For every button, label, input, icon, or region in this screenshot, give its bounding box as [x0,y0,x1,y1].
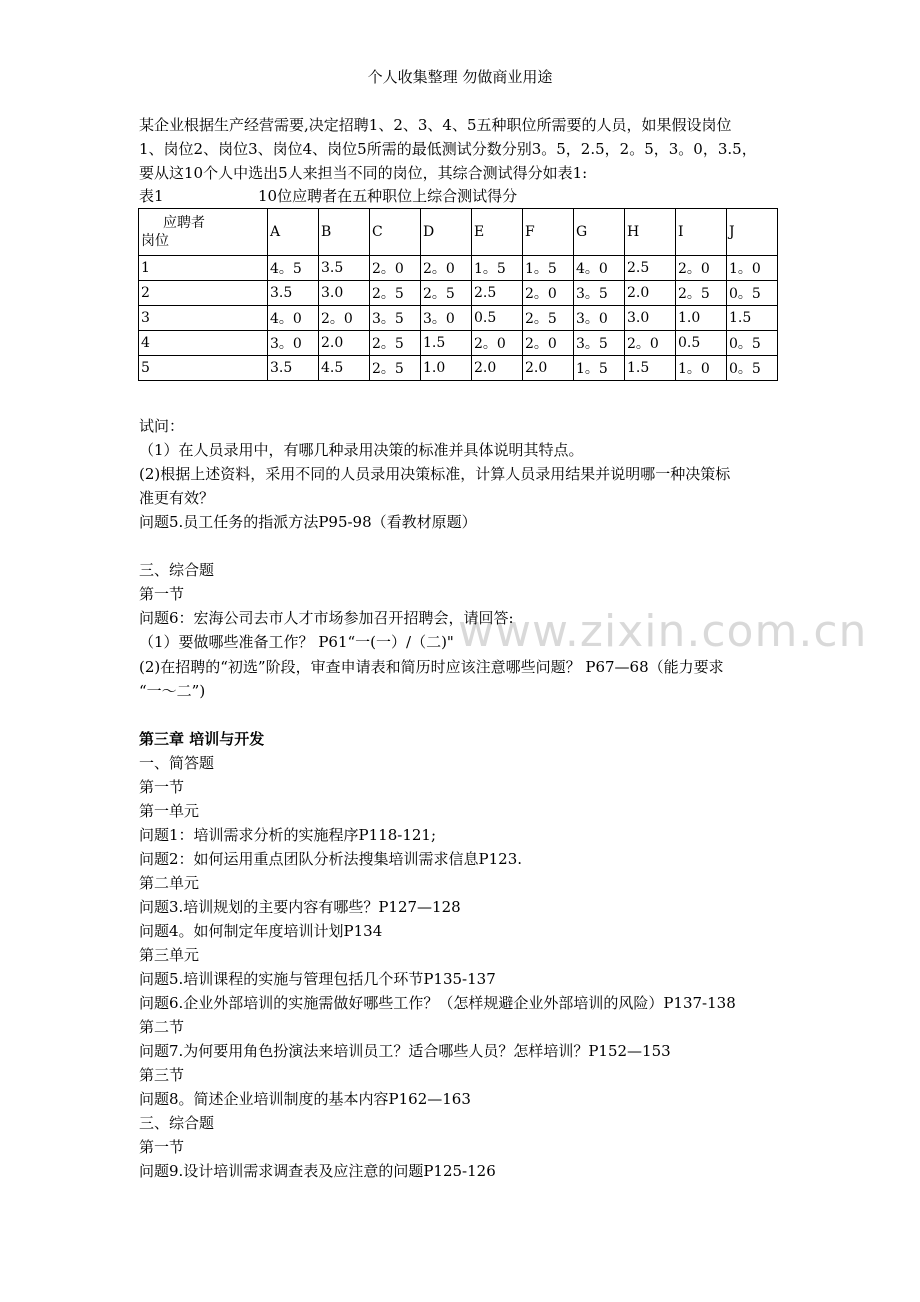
table-cell: 4。0 [268,306,319,331]
table-cell: 1.5 [625,356,676,381]
chapter-line: 问题8。简述企业培训制度的基本内容P162—163 [139,1090,471,1108]
chapter-title: 第三章 培训与开发 [139,730,265,748]
page-header: 个人收集整理 勿做商业用途 [367,68,553,86]
table-cell: 2。5 [676,281,727,306]
table-cell: 2。5 [421,281,472,306]
row-label: 1 [139,256,268,281]
score-table [138,208,778,381]
table-cell: 3。5 [574,331,625,356]
table-corner-cell [139,209,268,256]
subsection-heading: 第一节 [139,585,185,603]
chapter-line: 三、综合题 [139,1114,215,1132]
table-caption-label: 表1 [139,187,164,205]
chapter-line: 问题6.企业外部培训的实施需做好哪些工作？（怎样规避企业外部培训的风险）P137-138 [139,994,736,1012]
table-cell: 2。0 [523,331,574,356]
table-cell: 3。0 [421,306,472,331]
table-caption-title: 10位应聘者在五种职位上综合测试得分 [258,187,518,205]
table-cell: 2。5 [370,281,421,306]
table-cell: 4.5 [319,356,370,381]
table-cell: 3.5 [319,256,370,281]
chapter-line: 问题9.设计培训需求调查表及应注意的问题P125-126 [139,1162,496,1180]
table-cell: 2。5 [370,356,421,381]
table-header-row [139,209,778,256]
table-cell: 0。5 [727,356,778,381]
column-header: F [523,209,574,256]
table-cell: 2。5 [370,331,421,356]
chapter-line: 问题7.为何要用角色扮演法来培训员工？适合哪些人员？怎样培训？P152—153 [139,1042,671,1060]
question-line: 问题6：宏海公司去市人才市场参加召开招聘会，请回答: [139,609,514,627]
table-cell: 1。0 [676,356,727,381]
column-header: G [574,209,625,256]
table-cell: 3。0 [268,331,319,356]
column-header: E [472,209,523,256]
question-line: （1）在人员录用中，有哪几种录用决策的标准并具体说明其特点。 [139,441,584,459]
table-cell: 2。0 [370,256,421,281]
table-cell: 3。5 [370,306,421,331]
table-cell: 0。5 [727,281,778,306]
column-header: H [625,209,676,256]
column-header: B [319,209,370,256]
table-cell: 2.5 [625,256,676,281]
watermark: www.zixin.com.cn [458,606,868,657]
row-label: 5 [139,356,268,381]
chapter-line: 第三单元 [139,946,200,964]
table-cell: 1。5 [472,256,523,281]
table-cell: 1。5 [574,356,625,381]
table-row [139,281,778,306]
table-cell: 0.5 [676,331,727,356]
chapter-line: 问题1：培训需求分析的实施程序P118-121; [139,826,437,844]
chapter-line: 问题4。如何制定年度培训计划P134 [139,922,383,940]
table-row [139,256,778,281]
table-cell: 3.0 [319,281,370,306]
chapter-line: 第一单元 [139,802,200,820]
chapter-line: 第一节 [139,778,185,796]
intro-line-1: 某企业根据生产经营需要,决定招聘1、2、3、4、5五种职位所需要的人员，如果假设岗位 [139,116,732,134]
table-cell: 3。0 [574,306,625,331]
table-cell: 3.5 [268,356,319,381]
chapter-line: 第二节 [139,1018,185,1036]
intro-line-3: 要从这10个人中选出5人来担当不同的岗位，其综合测试得分如表1: [139,164,588,182]
question-line: 问题5.员工任务的指派方法P95-98（看教材原题） [139,513,477,531]
table-cell: 2。0 [472,331,523,356]
table-row [139,331,778,356]
column-header: I [676,209,727,256]
table-cell: 0。5 [727,331,778,356]
table-cell: 2。5 [523,306,574,331]
table-cell: 2。0 [319,306,370,331]
question-line: “一～二”) [139,682,206,700]
questions-heading: 试问： [139,417,185,435]
table-cell: 1。5 [523,256,574,281]
table-cell: 2.0 [523,356,574,381]
table-row [139,306,778,331]
column-header: C [370,209,421,256]
chapter-line: 问题2：如何运用重点团队分析法搜集培训需求信息P123. [139,850,523,868]
table-cell: 2.0 [625,281,676,306]
table-cell: 2.0 [472,356,523,381]
question-line: 准更有效？ [139,489,215,507]
table-cell: 2.0 [319,331,370,356]
table-cell: 1.5 [421,331,472,356]
question-line: (2)在招聘的“初选”阶段，审查申请表和简历时应该注意哪些问题？ P67—68（能力要求 [139,658,724,676]
row-label: 2 [139,281,268,306]
chapter-line: 第一节 [139,1138,185,1156]
row-label: 3 [139,306,268,331]
table-cell: 2。0 [523,281,574,306]
row-label: 4 [139,331,268,356]
question-line: （1）要做哪些准备工作？ P61“一(一）/（二)" [139,633,454,651]
table-cell: 1.0 [676,306,727,331]
column-header: J [727,209,778,256]
table-cell: 2。0 [625,331,676,356]
question-line: (2)根据上述资料，采用不同的人员录用决策标准，计算人员录用结果并说明哪一种决策标 [139,465,731,483]
table-cell: 1.0 [421,356,472,381]
chapter-line: 第三节 [139,1066,185,1084]
corner-bottom-label: 岗位 [141,233,169,249]
table-cell: 1。0 [727,256,778,281]
table-cell: 3。5 [574,281,625,306]
chapter-line: 第二单元 [139,874,200,892]
table-row [139,356,778,381]
table-cell: 3.5 [268,281,319,306]
table-cell: 0.5 [472,306,523,331]
chapter-line: 问题3.培训规划的主要内容有哪些？P127—128 [139,898,461,916]
column-header: A [268,209,319,256]
section-heading: 三、综合题 [139,561,215,579]
table-cell: 4。5 [268,256,319,281]
table-cell: 4。0 [574,256,625,281]
table-cell: 1.5 [727,306,778,331]
intro-line-2: 1、岗位2、岗位3、岗位4、岗位5所需的最低测试分数分别3。5，2.5，2。5，3。0，3.5， [139,140,757,158]
chapter-line: 问题5.培训课程的实施与管理包括几个环节P135-137 [139,970,496,988]
table-cell: 3.0 [625,306,676,331]
table-cell: 2。0 [421,256,472,281]
table-cell: 2.5 [472,281,523,306]
corner-top-label: 应聘者 [163,215,205,231]
column-header: D [421,209,472,256]
table-cell: 2。0 [676,256,727,281]
chapter-line: 一、简答题 [139,754,215,772]
